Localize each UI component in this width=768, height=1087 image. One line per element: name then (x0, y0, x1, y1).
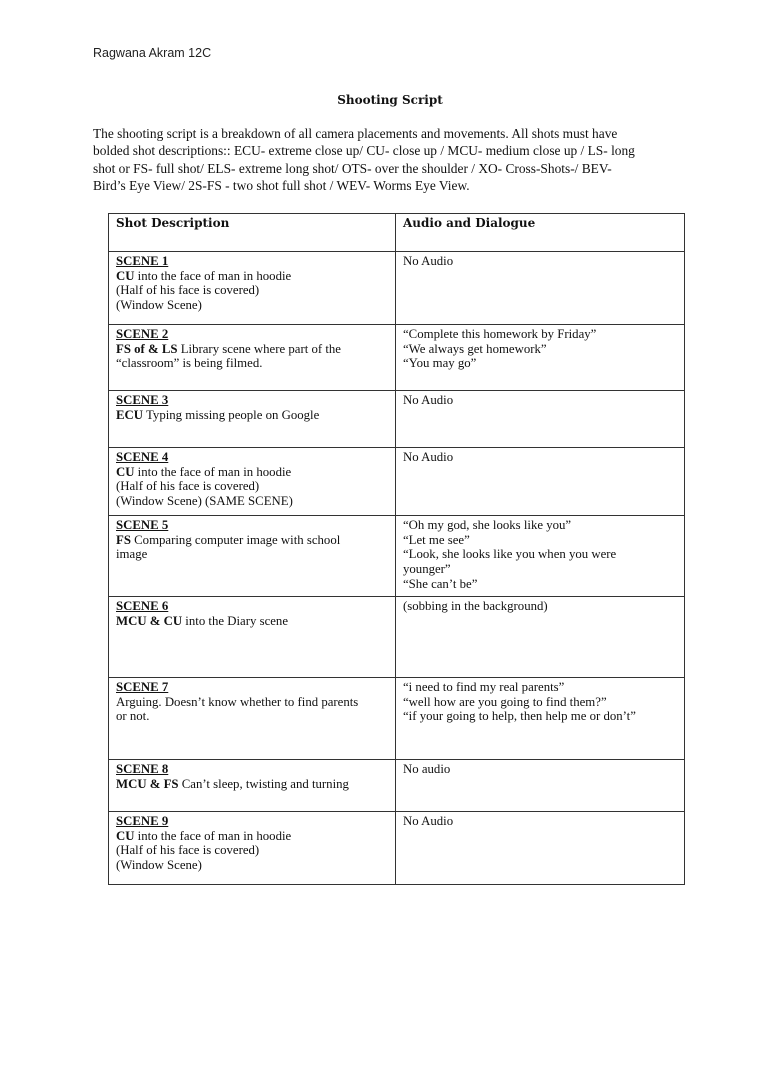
audio-line: “if your going to help, then help me or don’t” (403, 709, 636, 724)
scene-label: SCENE 1 (116, 254, 169, 268)
audio-line: younger” (403, 562, 451, 577)
shot-description-line (116, 829, 388, 844)
shot-type-code: MCU & CU (116, 613, 183, 628)
shot-type-code: CU (116, 828, 135, 843)
shot-description-note: (Half of his face is covered) (116, 843, 260, 858)
intro-line: shot or FS- full shot/ ELS- extreme long shot/ OTS- over the shoulder / XO- Cross-Shots-/ BEV- (93, 160, 612, 176)
shot-type-code: FS of & LS (116, 341, 178, 356)
table-header-row (109, 214, 685, 252)
audio-line: No Audio (403, 814, 454, 828)
shot-description-cell (109, 252, 396, 325)
audio-dialogue-cell (396, 812, 685, 885)
audio-line: “Look, she looks like you when you were (403, 547, 617, 562)
table-row (109, 391, 685, 448)
scene-label: SCENE 7 (116, 680, 169, 694)
scene-label: SCENE 4 (116, 450, 169, 464)
shot-description-text: Typing missing people on Google (143, 407, 320, 422)
shot-description-text: Arguing. Doesn’t know whether to find parents (116, 694, 359, 709)
shot-description-line (116, 269, 388, 284)
table-row (109, 516, 685, 597)
shot-description-cell (109, 391, 396, 448)
scene-label: SCENE 2 (116, 327, 169, 341)
shot-description-cell (109, 448, 396, 516)
intro-line: The shooting script is a breakdown of all camera placements and movements. All shots must have (93, 126, 618, 141)
shot-description-note: (Window Scene) (116, 298, 202, 313)
shot-description-cell (109, 678, 396, 760)
audio-line: No Audio (403, 393, 454, 407)
audio-line: “i need to find my real parents” (403, 680, 565, 694)
shot-description-cell (109, 812, 396, 885)
audio-line: “Let me see” (403, 532, 470, 547)
shot-description-text: Comparing computer image with school (130, 532, 341, 547)
audio-dialogue-cell (396, 252, 685, 325)
author-header: Ragwana Akram 12C (93, 46, 212, 60)
shot-type-code: ECU (116, 407, 144, 422)
shot-description-line (116, 695, 388, 710)
shot-description-line (116, 777, 388, 792)
audio-line: “She can’t be” (403, 576, 478, 591)
audio-dialogue-cell (396, 678, 685, 760)
scene-label: SCENE 8 (116, 762, 169, 776)
table-row (109, 678, 685, 760)
audio-dialogue-cell (396, 448, 685, 516)
scene-label: SCENE 6 (116, 599, 169, 613)
shot-description-line (116, 533, 388, 548)
shot-type-code: CU (116, 464, 135, 479)
shot-description-note: or not. (116, 709, 150, 724)
shot-type-code: CU (116, 268, 135, 283)
shot-description-line (116, 465, 388, 480)
table-row (109, 760, 685, 812)
table-row (109, 597, 685, 678)
intro-paragraph (93, 125, 678, 194)
shot-description-line (116, 408, 388, 423)
audio-line: No Audio (403, 254, 454, 268)
table-row (109, 325, 685, 391)
shot-description-line (116, 342, 388, 357)
audio-line: “Oh my god, she looks like you” (403, 518, 572, 532)
shot-description-note: (Half of his face is covered) (116, 479, 260, 494)
shot-description-note: (Window Scene) (116, 858, 202, 873)
shot-description-cell (109, 760, 396, 812)
shot-description-cell (109, 597, 396, 678)
shot-type-code: MCU & FS (116, 776, 179, 791)
shot-description-text: Can’t sleep, twisting and turning (178, 776, 349, 791)
shot-description-text: into the face of man in hoodie (134, 268, 292, 283)
shot-description-text: into the face of man in hoodie (134, 464, 292, 479)
audio-line: No Audio (403, 450, 454, 464)
shot-description-note: (Window Scene) (SAME SCENE) (116, 494, 293, 509)
audio-line: (sobbing in the background) (403, 599, 548, 613)
shot-description-note: “classroom” is being filmed. (116, 356, 263, 371)
shot-description-line (116, 614, 388, 629)
table-row (109, 252, 685, 325)
scene-label: SCENE 9 (116, 814, 169, 828)
audio-dialogue-cell (396, 760, 685, 812)
shot-type-code: FS (116, 532, 131, 547)
shot-description-note: image (116, 547, 148, 562)
shot-description-text: into the Diary scene (182, 613, 289, 628)
intro-line: bolded shot descriptions:: ECU- extreme close up/ CU- close up / MCU- medium close up / LS- long (93, 143, 635, 159)
audio-line: No audio (403, 762, 451, 776)
shot-description-cell (109, 325, 396, 391)
intro-line: Bird’s Eye View/ 2S-FS - two shot full shot / WEV- Worms Eye View. (93, 177, 470, 193)
audio-dialogue-cell (396, 516, 685, 597)
shot-description-note: (Half of his face is covered) (116, 283, 260, 298)
audio-line: “You may go” (403, 356, 477, 371)
table-row (109, 812, 685, 885)
audio-line: “Complete this homework by Friday” (403, 327, 597, 341)
shot-description-text: Library scene where part of the (177, 341, 341, 356)
scene-label: SCENE 5 (116, 518, 169, 532)
audio-dialogue-cell (396, 391, 685, 448)
scene-label: SCENE 3 (116, 393, 169, 407)
shot-description-text: into the face of man in hoodie (134, 828, 292, 843)
column-header-audio: Audio and Dialogue (396, 214, 685, 252)
audio-dialogue-cell (396, 325, 685, 391)
page-title: Shooting Script (337, 93, 443, 107)
table-row (109, 448, 685, 516)
column-header-shot: Shot Description (109, 214, 396, 252)
shot-description-cell (109, 516, 396, 597)
audio-line: “We always get homework” (403, 341, 547, 356)
audio-dialogue-cell (396, 597, 685, 678)
shooting-script-table (108, 213, 685, 885)
audio-line: “well how are you going to find them?” (403, 694, 607, 709)
